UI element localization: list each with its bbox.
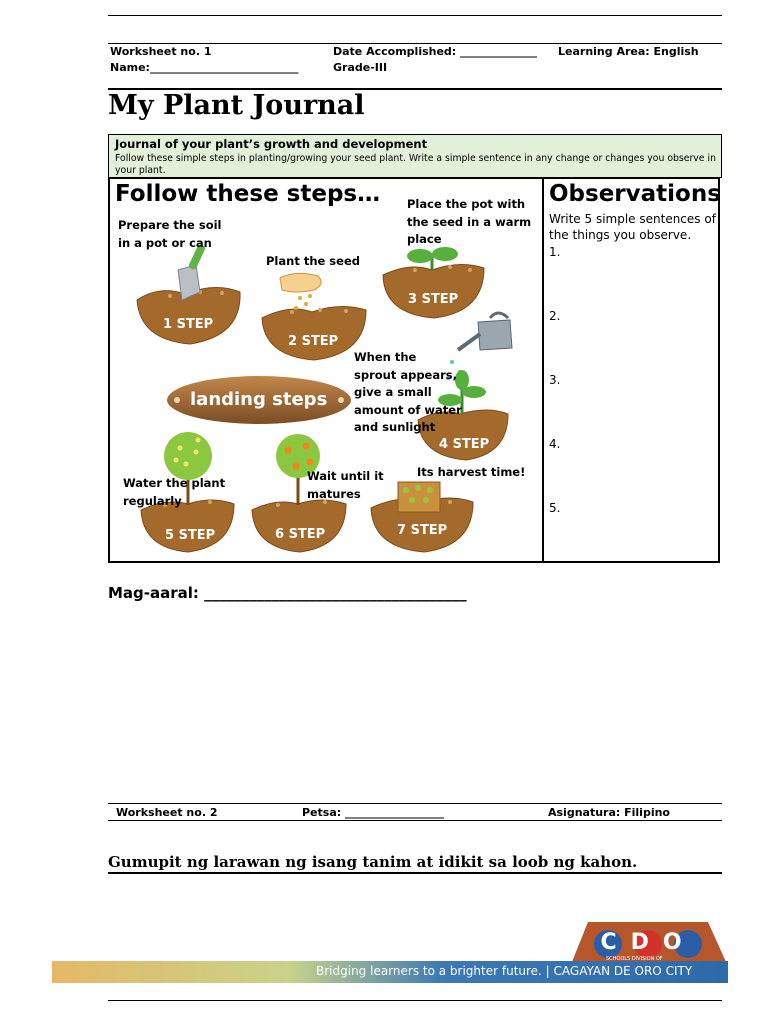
observations-instruction: Write 5 simple sentences of the things you observe. [549, 212, 716, 242]
step-badge-5: 5 STEP [165, 528, 216, 543]
grade-label: Grade-III [333, 61, 388, 74]
watering-can-icon [458, 313, 512, 350]
observation-line-2[interactable]: 2. [549, 309, 561, 323]
step-badge-1: 1 STEP [163, 317, 214, 332]
step-label-5: Water the plant regularly [123, 476, 226, 508]
steps-heading: Follow these steps… [115, 181, 381, 207]
step-badge-2: 2 STEP [288, 334, 339, 349]
worksheet2-instruction: Gumupit ng larawan ng isang tanim at idikit sa loob ng kahon. [108, 853, 638, 871]
bottom-rule [108, 1000, 722, 1001]
landing-steps-label: landing steps [190, 389, 328, 410]
schools-division-text: SCHOOLS DIVISION OF [606, 956, 663, 962]
step-label-2: Plant the seed [266, 254, 360, 268]
tree-icon [164, 432, 212, 480]
worksheet2-number: Worksheet no. 2 [116, 806, 218, 819]
step-badge-7: 7 STEP [397, 523, 448, 538]
worksheet2-rule-bottom [108, 820, 722, 821]
pot-step-6 [252, 500, 346, 552]
journal-instruction: Follow these simple steps in planting/growing your seed plant. Write a simple sentence in any change or changes you observe in your plant. [115, 153, 716, 176]
step-label-1: Prepare the soil in a pot or can [118, 218, 222, 250]
journal-heading: Journal of your plant’s growth and development [115, 137, 428, 151]
step-label-7: Its harvest time! [417, 465, 526, 479]
step-badge-3: 3 STEP [408, 292, 459, 307]
date-accomplished-field[interactable]: Date Accomplished: ______________ [333, 45, 538, 58]
observation-line-4[interactable]: 4. [549, 437, 561, 451]
observation-line-1[interactable]: 1. [549, 245, 561, 259]
name-field[interactable]: Name:___________________________ [110, 61, 299, 74]
worksheet2-subject: Asignatura: Filipino [548, 806, 670, 819]
observation-line-3[interactable]: 3. [549, 373, 561, 387]
page-title: My Plant Journal [108, 90, 365, 121]
observations-heading: Observations [549, 181, 721, 207]
learning-area: Learning Area: English [558, 45, 699, 58]
footer-tagline: Bridging learners to a brighter future. | CAGAYAN DE ORO CITY [316, 964, 693, 978]
sprout-icon [407, 249, 433, 263]
worksheet2-rule-top [108, 803, 722, 804]
student-name-field[interactable]: Mag-aaral: ___________________________________ [108, 584, 467, 602]
worksheet2-instruction-rule [108, 872, 722, 874]
worksheet-number: Worksheet no. 1 [110, 45, 212, 58]
cdo-logo-text: CDO [600, 930, 696, 955]
observation-line-5[interactable]: 5. [549, 501, 561, 515]
step-label-4: When the sprout appears, give a small amount of water and sunlight [354, 350, 462, 434]
step-badge-4: 4 STEP [439, 437, 490, 452]
step-badge-6: 6 STEP [275, 527, 326, 542]
hand-icon [280, 273, 321, 292]
step-label-3: Place the pot with the seed in a warm place [407, 197, 532, 246]
worksheet2-date-field[interactable]: Petsa: __________________ [302, 806, 444, 819]
step-label-6: Wait until it matures [307, 469, 384, 501]
